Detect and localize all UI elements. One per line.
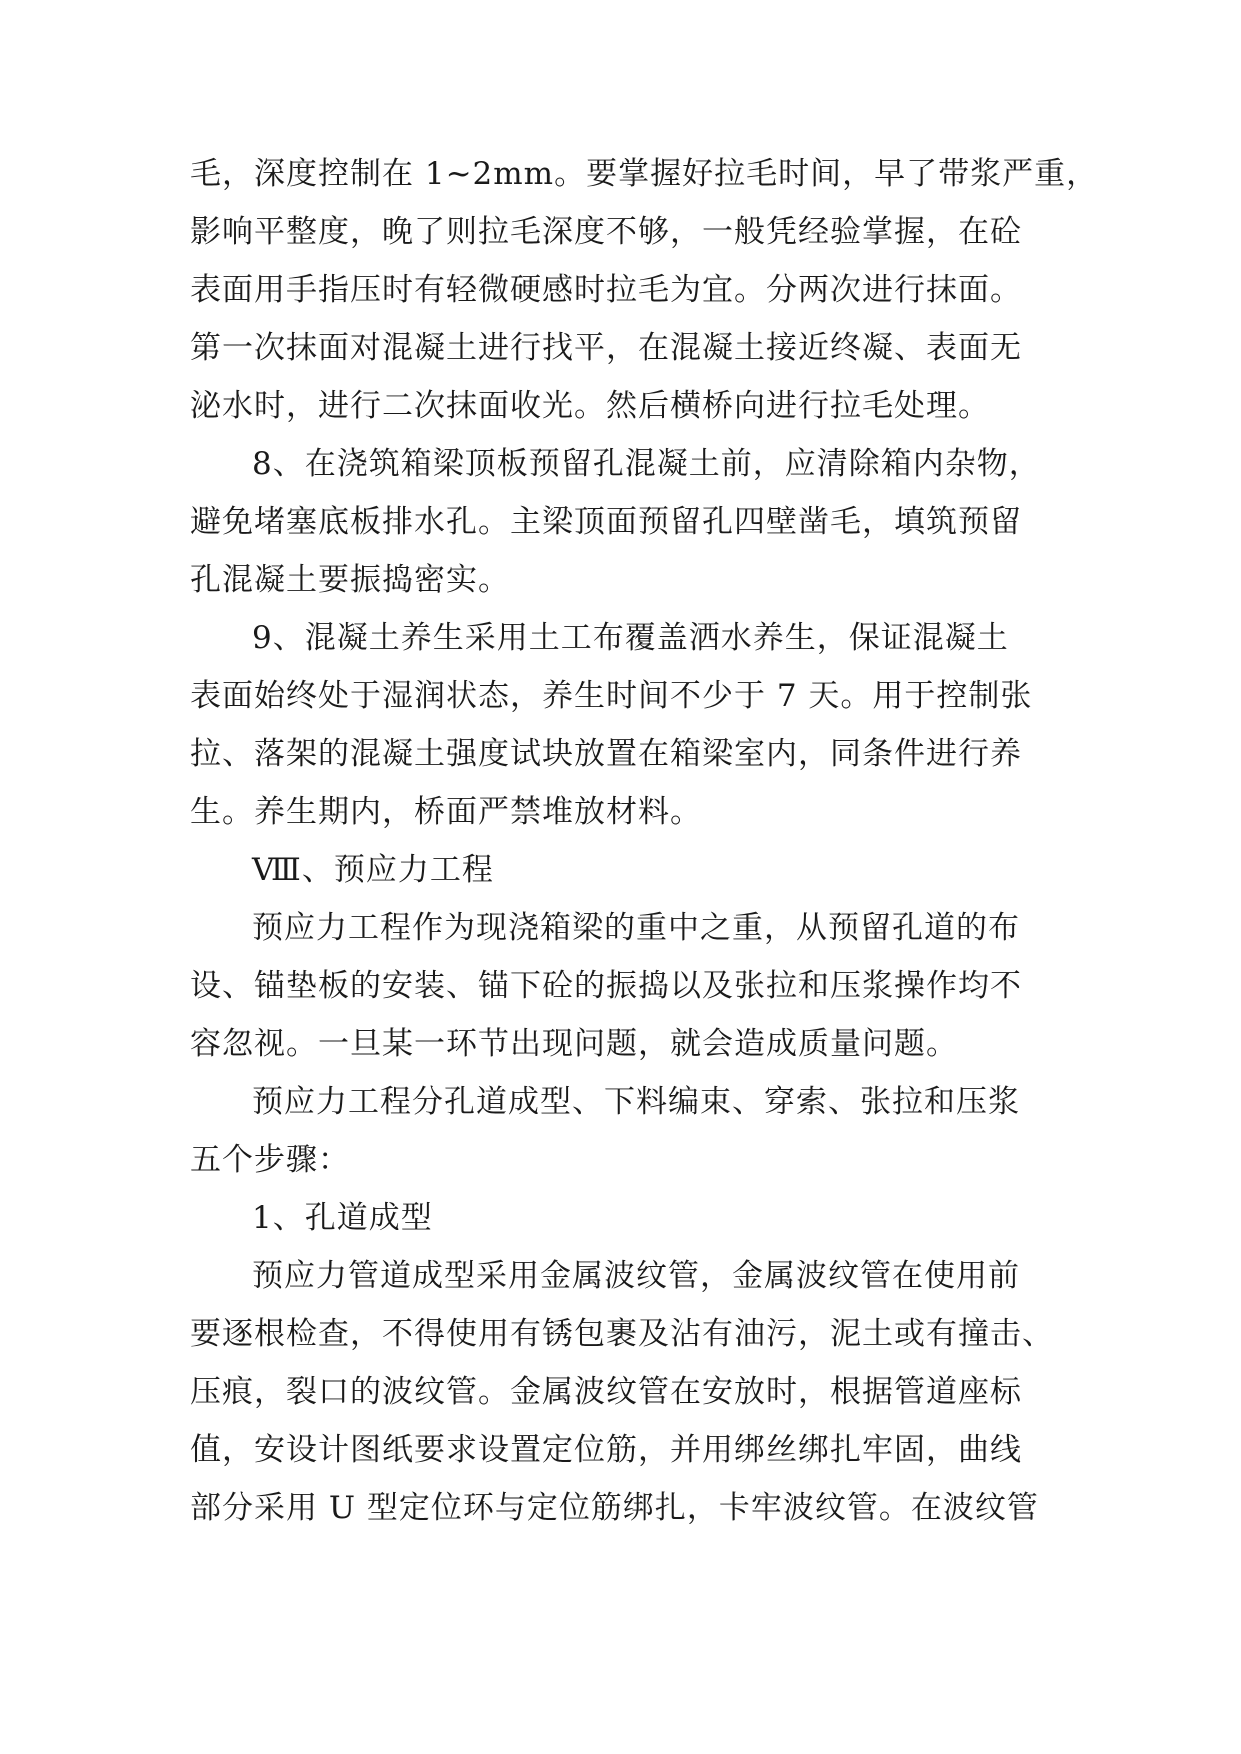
text-line: 拉、落架的混凝土强度试块放置在箱梁室内，同条件进行养 bbox=[190, 736, 1022, 772]
text-line: 表面始终处于湿润状态，养生时间不少于 7 天。用于控制张 bbox=[190, 678, 1033, 714]
text-line: 预应力工程作为现浇箱梁的重中之重，从预留孔道的布 bbox=[252, 910, 1020, 946]
text-line: 部分采用 U 型定位环与定位筋绑扎，卡牢波纹管。在波纹管 bbox=[190, 1490, 1039, 1526]
text-line: 孔混凝土要振捣密实。 bbox=[190, 562, 510, 598]
text-line: 值，安设计图纸要求设置定位筋，并用绑丝绑扎牢固，曲线 bbox=[190, 1432, 1022, 1468]
text-line: 8、在浇筑箱梁顶板预留孔混凝土前，应清除箱内杂物， bbox=[252, 446, 1041, 482]
text-line: 避免堵塞底板排水孔。主梁顶面预留孔四壁凿毛，填筑预留 bbox=[190, 504, 1022, 540]
text-line: 容忽视。一旦某一环节出现问题，就会造成质量问题。 bbox=[190, 1026, 958, 1062]
text-line: 五个步骤： bbox=[190, 1142, 350, 1178]
subsection-heading: 1、孔道成型 bbox=[252, 1200, 433, 1236]
text-line: 表面用手指压时有轻微硬感时拉毛为宜。分两次进行抹面。 bbox=[190, 272, 1022, 308]
text-line: 第一次抹面对混凝土进行找平，在混凝土接近终凝、表面无 bbox=[190, 330, 1022, 366]
text-line: 毛，深度控制在 1~2mm。要掌握好拉毛时间，早了带浆严重， bbox=[190, 156, 1099, 192]
text-line: 预应力管道成型采用金属波纹管，金属波纹管在使用前 bbox=[252, 1258, 1020, 1294]
text-line: 预应力工程分孔道成型、下料编束、穿索、张拉和压浆 bbox=[252, 1084, 1020, 1120]
text-line: 压痕，裂口的波纹管。金属波纹管在安放时，根据管道座标 bbox=[190, 1374, 1022, 1410]
section-heading: Ⅷ、预应力工程 bbox=[252, 852, 494, 888]
text-line: 要逐根检查，不得使用有锈包裹及沾有油污，泥土或有撞击、 bbox=[190, 1316, 1054, 1352]
text-line: 设、锚垫板的安装、锚下砼的振捣以及张拉和压浆操作均不 bbox=[190, 968, 1022, 1004]
text-line: 生。养生期内，桥面严禁堆放材料。 bbox=[190, 794, 702, 830]
text-line: 9、混凝土养生采用土工布覆盖洒水养生，保证混凝土 bbox=[252, 620, 1009, 656]
text-line: 影响平整度，晚了则拉毛深度不够，一般凭经验掌握，在砼 bbox=[190, 214, 1022, 250]
text-line: 泌水时，进行二次抹面收光。然后横桥向进行拉毛处理。 bbox=[190, 388, 990, 424]
